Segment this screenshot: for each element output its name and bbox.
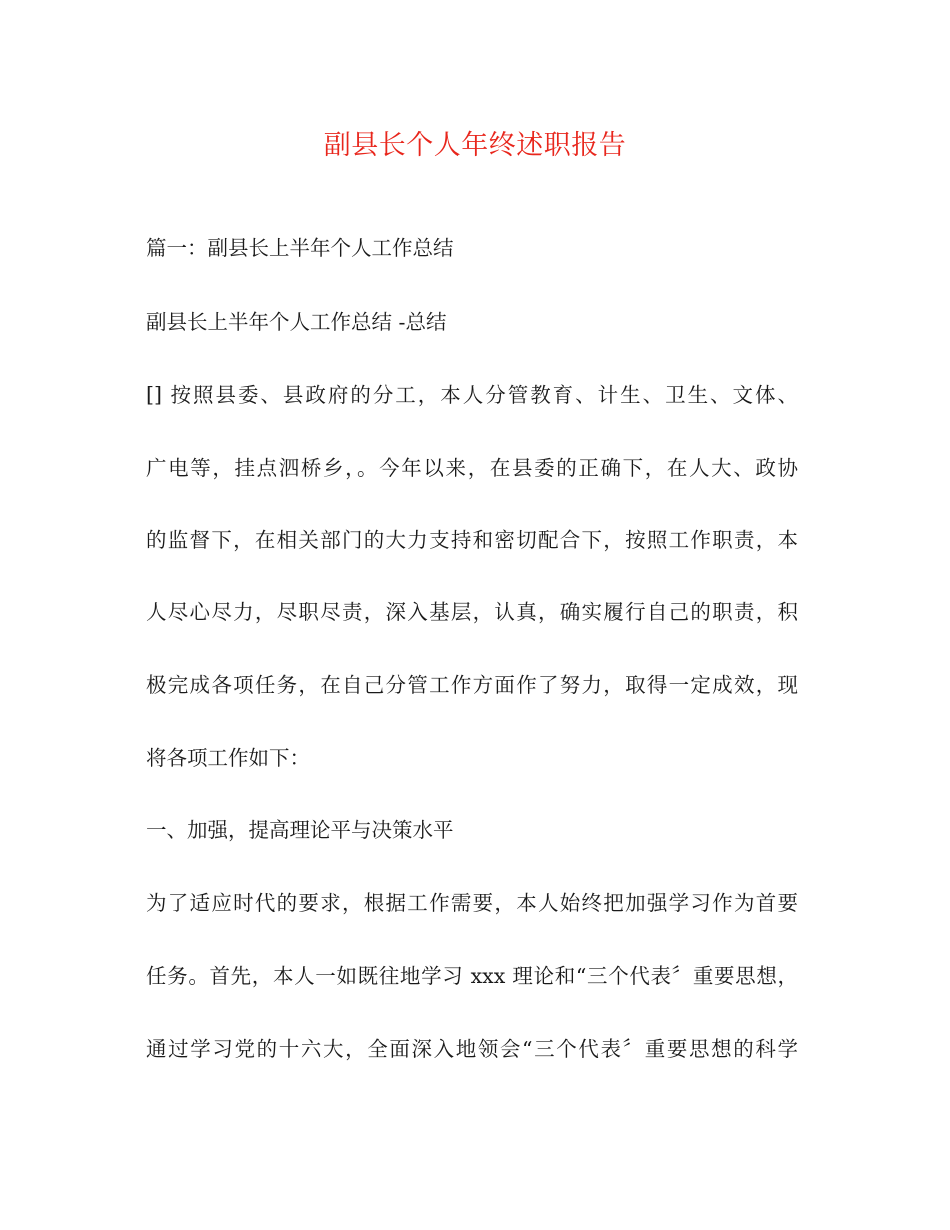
paragraph-line: 任务。首先，本人一如既往地学习 xxx 理论和“三个代表〞重要思想， <box>146 964 798 988</box>
paragraph-line: [] 按照县委、县政府的分工，本人分管教育、计生、卫生、文体、 <box>146 383 798 407</box>
document-title: 副县长个人年终述职报告 <box>323 130 627 161</box>
section-heading: 篇一：副县长上半年个人工作总结 <box>146 236 454 260</box>
paragraph-line: 的监督下，在相关部门的大力支持和密切配合下，按照工作职责，本 <box>146 528 798 552</box>
paragraph-line: 通过学习党的十六大，全面深入地领会“三个代表〞重要思想的科学 <box>146 1037 798 1061</box>
section-heading: 一、加强，提高理论平与决策水平 <box>146 818 454 842</box>
paragraph-line: 为了适应时代的要求，根据工作需要，本人始终把加强学习作为首要 <box>146 891 798 915</box>
paragraph-line: 广电等，挂点泗桥乡，。今年以来，在县委的正确下，在人大、政协 <box>146 456 798 480</box>
paragraph-line: 极完成各项任务，在自己分管工作方面作了努力，取得一定成效，现 <box>146 673 798 697</box>
paragraph-line: 人尽心尽力，尽职尽责，深入基层，认真，确实履行自己的职责，积 <box>146 600 798 624</box>
paragraph-line: 将各项工作如下： <box>146 746 310 770</box>
subheading: 副县长上半年个人工作总结 -总结 <box>146 310 447 334</box>
